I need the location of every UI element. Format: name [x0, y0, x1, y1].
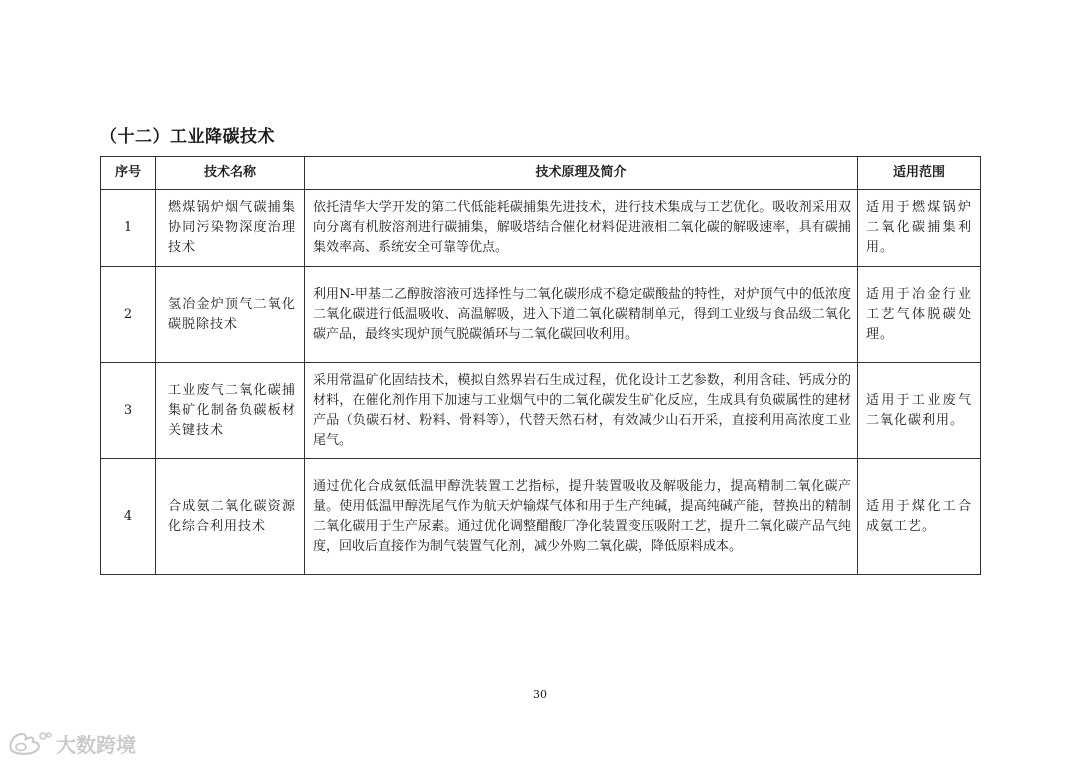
- header-principle: 技术原理及简介: [305, 157, 858, 190]
- header-tech-name: 技术名称: [156, 157, 305, 190]
- page-number: 30: [533, 688, 547, 701]
- row-principle: 利用N-甲基二乙醇胺溶液可选择性与二氧化碳形成不稳定碳酸盐的特性，对炉顶气中的低浓度二氧化碳进行低温吸收、高温解吸，进入下道二氧化碳精制单元，得到工业级与食品级二氧化碳产品，最终实现炉顶气脱碳循环与二氧化碳回收利用。: [305, 267, 858, 363]
- row-tech-name: 燃煤锅炉烟气碳捕集协同污染物深度治理技术: [156, 190, 305, 267]
- row-serial: 2: [101, 267, 156, 363]
- section-title: （十二）工业降碳技术: [100, 127, 275, 147]
- row-scope: 适用于煤化工合成氨工艺。: [858, 459, 981, 575]
- row-principle: 通过优化合成氨低温甲醇洗装置工艺指标，提升装置吸收及解吸能力，提高精制二氧化碳产量。使用低温甲醇洗尾气作为航天炉输煤气体和用于生产纯碱，提高纯碱产能，替换出的精制二氧化碳用于生产尿素。通过优化调整醋酸厂净化装置变压吸附工艺，提升二氧化碳产品气纯度，回收后直接作为制气装置气化剂，减少外购二氧化碳，降低原料成本。: [305, 459, 858, 575]
- header-scope: 适用范围: [858, 157, 981, 190]
- header-serial: 序号: [101, 157, 156, 190]
- row-tech-name: 工业废气二氧化碳捕集矿化制备负碳板材关键技术: [156, 363, 305, 459]
- row-scope: 适用于工业废气二氧化碳利用。: [858, 363, 981, 459]
- row-principle: 依托清华大学开发的第二代低能耗碳捕集先进技术，进行技术集成与工艺优化。吸收剂采用双向分离有机胺溶剂进行碳捕集，解吸塔结合催化材料促进液相二氧化碳的解吸速率，具有碳捕集效率高、系统安全可靠等优点。: [305, 190, 858, 267]
- table-row: [101, 363, 981, 459]
- row-serial: 1: [101, 190, 156, 267]
- weibo-logo-icon: [8, 730, 52, 756]
- row-scope: 适用于冶金行业工艺气体脱碳处理。: [858, 267, 981, 363]
- row-tech-name: 氢冶金炉顶气二氧化碳脱除技术: [156, 267, 305, 363]
- row-tech-name: 合成氨二氧化碳资源化综合利用技术: [156, 459, 305, 575]
- row-principle: 采用常温矿化固结技术，模拟自然界岩石生成过程，优化设计工艺参数，利用含硅、钙成分的材料，在催化剂作用下加速与工业烟气中的二氧化碳发生矿化反应，生成具有负碳属性的建材产品（负碳石材、粉料、骨料等），代替天然石材，有效减少山石开采，直接利用高浓度工业尾气。: [305, 363, 858, 459]
- table-row: [101, 267, 981, 363]
- watermark: [8, 728, 136, 758]
- row-scope: 适用于燃煤锅炉二氧化碳捕集利用。: [858, 190, 981, 267]
- row-serial: 4: [101, 459, 156, 575]
- table-row: [101, 459, 981, 575]
- table-header-row: [101, 157, 981, 190]
- row-serial: 3: [101, 363, 156, 459]
- technology-table: [100, 156, 981, 575]
- watermark-text: 大数跨境: [56, 732, 136, 757]
- table-row: [101, 190, 981, 267]
